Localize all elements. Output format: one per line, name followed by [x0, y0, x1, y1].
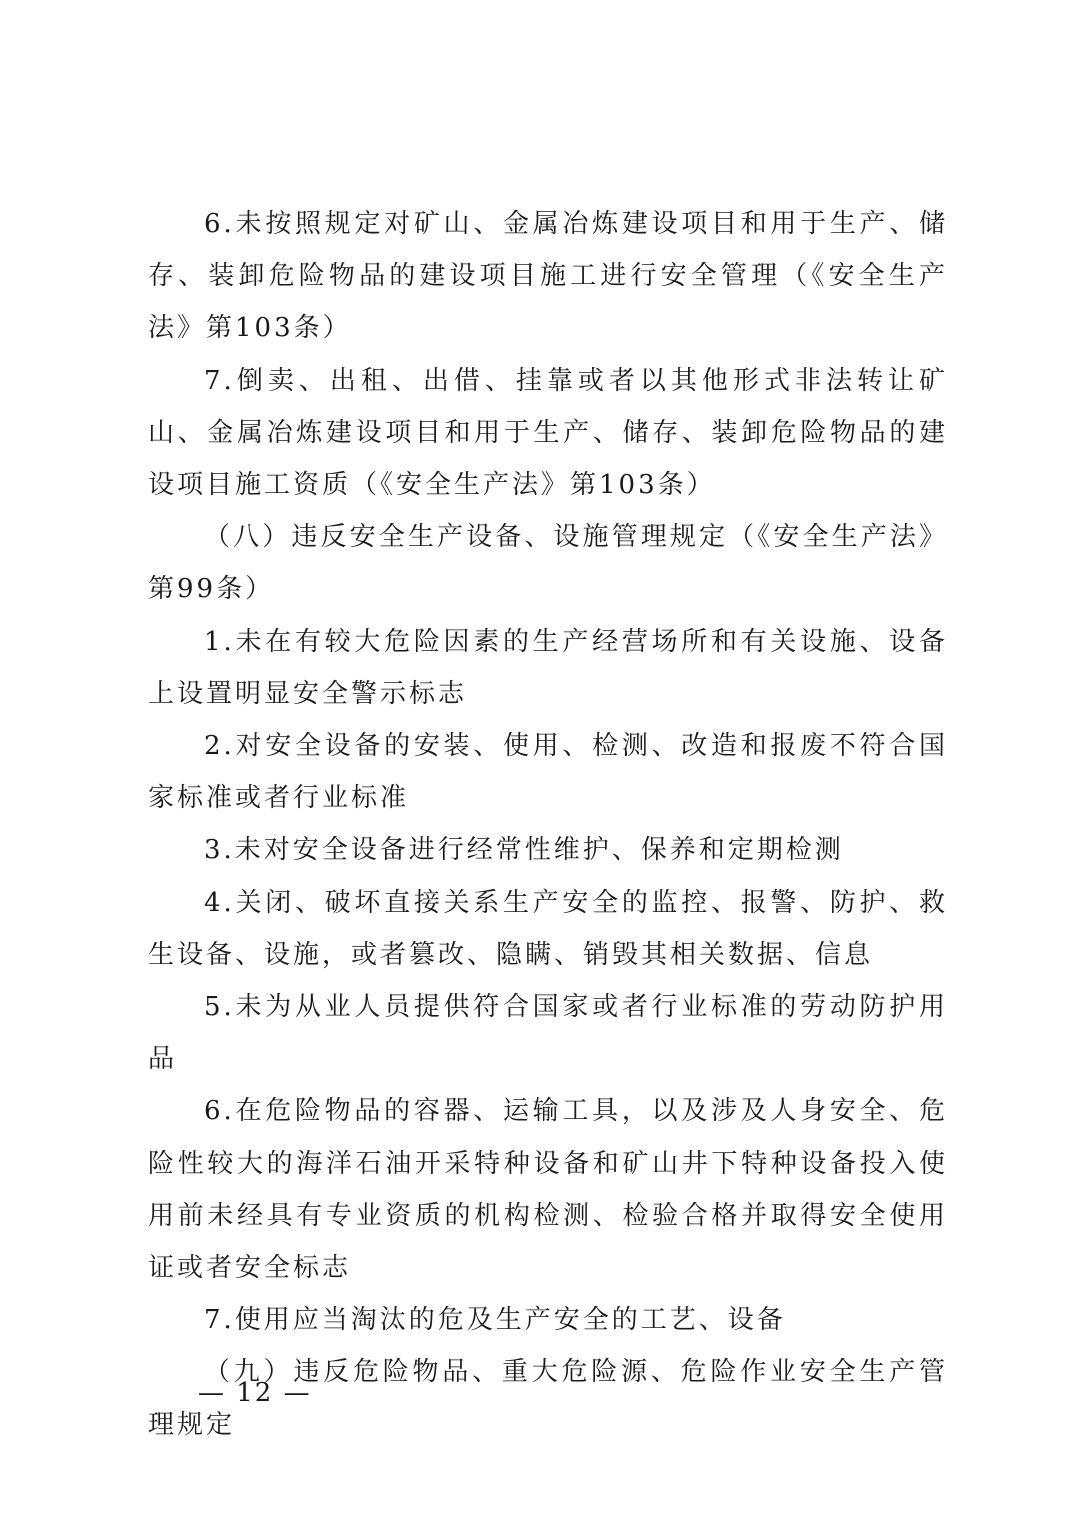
paragraph-item-5-protective-equipment: 5.未为从业人员提供符合国家或者行业标准的劳动防护用品	[148, 992, 948, 1075]
paragraph-item-6-construction-safety: 6.未按照规定对矿山、金属冶炼建设项目和用于生产、储存、装卸危险物品的建设项目施工进行安全管理（《安全生产法》第103条）	[148, 209, 948, 344]
paragraph-item-2-equipment-standards: 2.对安全设备的安装、使用、检测、改造和报废不符合国家标准或者行业标准	[148, 731, 948, 814]
paragraph-item-7-obsolete-processes: 7.使用应当淘汰的危及生产安全的工艺、设备	[204, 1305, 786, 1336]
section-heading-8: （八）违反安全生产设备、设施管理规定（《安全生产法》第99条）	[148, 522, 948, 605]
paragraph-item-1-warning-signs: 1.未在有较大危险因素的生产经营场所和有关设施、设备上设置明显安全警示标志	[148, 626, 948, 709]
document-body	[148, 198, 948, 1451]
paragraph-item-7-qualification-transfer: 7.倒卖、出租、出借、挂靠或者以其他形式非法转让矿山、金属冶炼建设项目和用于生产、储存、装卸危险物品的建设项目施工资质（《安全生产法》第103条）	[148, 365, 948, 501]
paragraph-item-3-maintenance: 3.未对安全设备进行经常性维护、保养和定期检测	[204, 835, 844, 866]
section-heading-9: （九）违反危险物品、重大危险源、危险作业安全生产管理规定	[148, 1357, 948, 1440]
page-number: — 12 —	[198, 1378, 312, 1408]
paragraph-item-4-monitoring: 4.关闭、破坏直接关系生产安全的监控、报警、防护、救生设备、设施，或者篡改、隐瞒、销毁其相关数据、信息	[148, 887, 948, 970]
paragraph-item-6-inspection: 6.在危险物品的容器、运输工具，以及涉及人身安全、危险性较大的海洋石油开采特种设备和矿山井下特种设备投入使用前未经具有专业资质的机构检测、检验合格并取得安全使用证或者安全标志	[148, 1096, 948, 1284]
